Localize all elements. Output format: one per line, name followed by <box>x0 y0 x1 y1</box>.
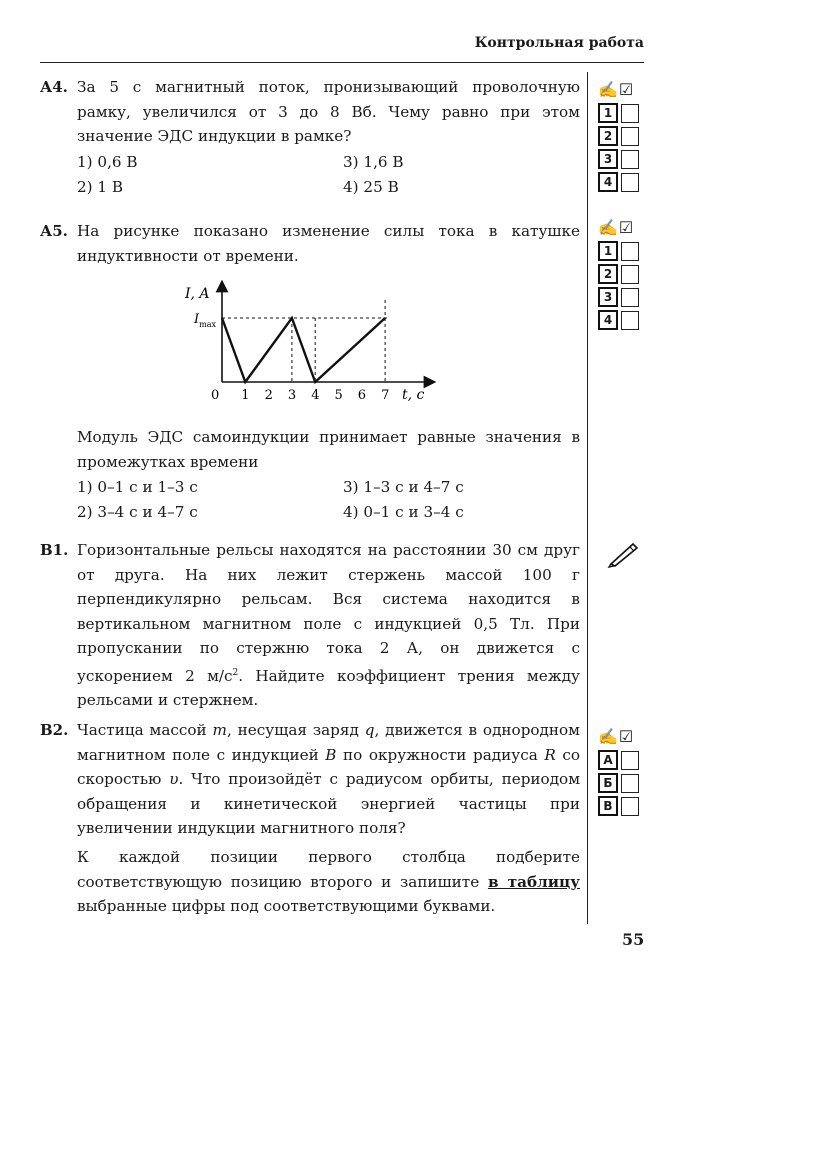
pen-check-icon: ✍☑ <box>598 218 635 237</box>
answer-checkbox[interactable] <box>621 265 639 284</box>
header-rule <box>40 62 644 63</box>
pen-check-icon: ✍☑ <box>598 80 635 99</box>
answer-checkbox[interactable] <box>621 311 639 330</box>
option-a4-3: 3) 1,6 В <box>343 153 404 171</box>
answer-checkbox[interactable] <box>621 242 639 261</box>
option-a5-2: 2) 3–4 с и 4–7 с <box>77 503 198 521</box>
answer-checkbox[interactable] <box>621 797 639 816</box>
answer-boxes-a4 <box>598 80 644 194</box>
x-tick-label: 5 <box>334 388 343 403</box>
ymax-label: $I_{max}$ <box>194 312 217 329</box>
digit-box: 2 <box>598 264 618 284</box>
x-axis-label: t, c <box>402 387 425 403</box>
option-a5-3: 3) 1–3 с и 4–7 с <box>343 478 464 496</box>
answer-checkbox[interactable] <box>621 127 639 146</box>
x-tick-label: 0 <box>211 388 220 403</box>
x-tick-label: 6 <box>357 388 367 403</box>
y-axis-label: I, A <box>185 286 210 302</box>
digit-box: 4 <box>598 310 618 330</box>
task-instruction-b2: К каждой позиции первого столбца подберите соответствующую позицию второго и запишите в таблицу выбранные цифры под соответствующими буквами. <box>77 848 580 915</box>
task-label-a5: А5. <box>40 222 68 240</box>
task-text-b2: Частица массой m, несущая заряд q, движется в однородном магнитном поле с индукцией B по окружности радиуса R со скоростью υ. Что произойдёт с радиусом орбиты, периодом обращения и кинетической энергией частицы при увеличении индукции магнитного поля? <box>77 721 581 837</box>
option-a5-4: 4) 0–1 с и 3–4 с <box>343 503 464 521</box>
letter-box: В <box>598 796 618 816</box>
option-a4-2: 2) 1 В <box>77 178 124 196</box>
task-text-b1: Горизонтальные рельсы находятся на расстоянии 30 см друг от друга. На них лежит стержень массой 100 г перпендикулярно рельсам. Вся система находится в вертикальном магнитном поле с индукцией 0,5 Тл. При пропускании по стержню тока 2 А, он движется с ускорением 2 $м/с^2$. Найдите коэффициент трения между рельсами и стержнем. <box>77 541 580 710</box>
task-text-a5: На рисунке показано изменение силы тока в катушке индуктивности от времени. <box>77 222 580 265</box>
option-a4-4: 4) 25 В <box>343 178 399 196</box>
x-tick-label: 2 <box>264 388 273 403</box>
x-tick-label: 4 <box>311 388 320 403</box>
header-title: Контрольная работа <box>474 35 644 51</box>
answer-checkbox[interactable] <box>621 150 639 169</box>
task-label-b1: В1. <box>40 541 69 559</box>
answer-checkbox[interactable] <box>621 774 639 793</box>
option-a5-1: 1) 0–1 с и 1–3 с <box>77 478 198 496</box>
option-a4-1: 1) 0,6 В <box>77 153 138 171</box>
answer-checkbox[interactable] <box>621 288 639 307</box>
x-tick-label: 1 <box>241 388 250 403</box>
digit-box: 3 <box>598 287 618 307</box>
pen-check-icon: ✍☑ <box>598 727 635 746</box>
page-number: 55 <box>622 930 645 949</box>
digit-box: 1 <box>598 241 618 261</box>
task-text-a4: За 5 с магнитный поток, пронизывающий проволочную рамку, увеличился от 3 до 8 Вб. Чему равно при этом значение ЭДС индукции в рамке? <box>77 78 580 145</box>
x-tick-label: 7 <box>381 388 390 403</box>
task-label-b2: В2. <box>40 721 69 739</box>
answer-checkbox[interactable] <box>621 173 639 192</box>
answer-checkbox[interactable] <box>621 104 639 123</box>
x-tick-label: 3 <box>287 388 297 403</box>
answer-boxes-b2 <box>598 727 644 818</box>
digit-box: 4 <box>598 172 618 192</box>
letter-box: Б <box>598 773 618 793</box>
table-link[interactable]: в таблицу <box>487 872 580 891</box>
letter-box: А <box>598 750 618 770</box>
digit-box: 1 <box>598 103 618 123</box>
pen-icon <box>605 540 641 568</box>
task-label-a4: А4. <box>40 78 68 96</box>
answer-checkbox[interactable] <box>621 751 639 770</box>
current-time-graph <box>180 280 450 410</box>
margin-divider <box>587 72 588 924</box>
current-series-line <box>222 318 385 382</box>
task-question-a5: Модуль ЭДС самоиндукции принимает равные значения в промежутках времени <box>77 428 580 471</box>
digit-box: 3 <box>598 149 618 169</box>
answer-boxes-a5 <box>598 218 644 332</box>
digit-box: 2 <box>598 126 618 146</box>
